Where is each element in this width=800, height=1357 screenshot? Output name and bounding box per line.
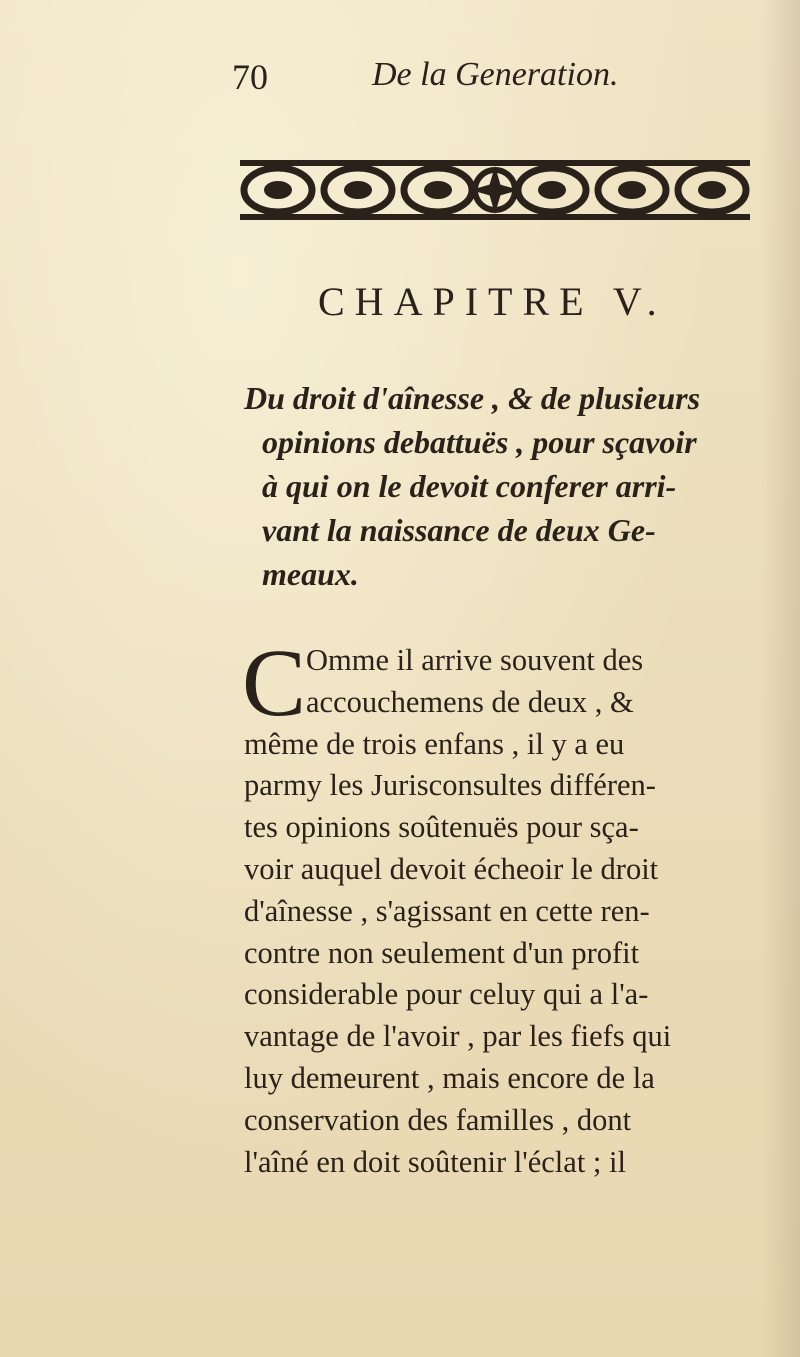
text-line: vantage de l'avoir , par les fiefs qui	[244, 1019, 672, 1054]
text-line: même de trois enfans , il y a eu	[244, 726, 625, 761]
text-line: accouchemens de deux , &	[306, 684, 634, 719]
page-number: 70	[232, 57, 268, 97]
text-line: conservation des familles , dont	[244, 1102, 632, 1137]
floral-headpiece-ornament-icon	[240, 150, 750, 230]
summary-line: opinions debattuës , pour sçavoir	[262, 424, 697, 460]
text-line: considerable pour celuy qui a l'a-	[244, 977, 649, 1012]
text-line: l'aîné en doit soûtenir l'éclat ; il	[244, 1144, 626, 1179]
summary-line: meaux.	[262, 556, 359, 592]
summary-line: vant la naissance de deux Ge-	[262, 512, 656, 548]
text-line: tes opinions soûtenuës pour sça-	[244, 810, 639, 845]
chapter-summary	[244, 376, 784, 596]
text-line: Omme il arrive souvent des	[306, 643, 644, 677]
running-title: De la Generation.	[372, 56, 619, 93]
chapter-title: CHAPITRE V.	[318, 279, 667, 324]
text-line: d'aînesse , s'agissant en cette ren-	[244, 893, 650, 928]
drop-cap-letter: C	[242, 629, 307, 736]
text-line: parmy les Jurisconsultes différen-	[244, 768, 656, 803]
text-line: luy demeurent , mais encore de la	[244, 1060, 655, 1095]
summary-line: Du droit d'aînesse , & de plusieurs	[244, 380, 701, 416]
body-paragraph	[242, 629, 784, 1183]
text-line: contre non seulement d'un profit	[244, 935, 640, 970]
page-header	[232, 56, 712, 106]
summary-line: à qui on le devoit conferer arri-	[262, 468, 677, 504]
text-line: voir auquel devoit écheoir le droit	[244, 851, 659, 886]
